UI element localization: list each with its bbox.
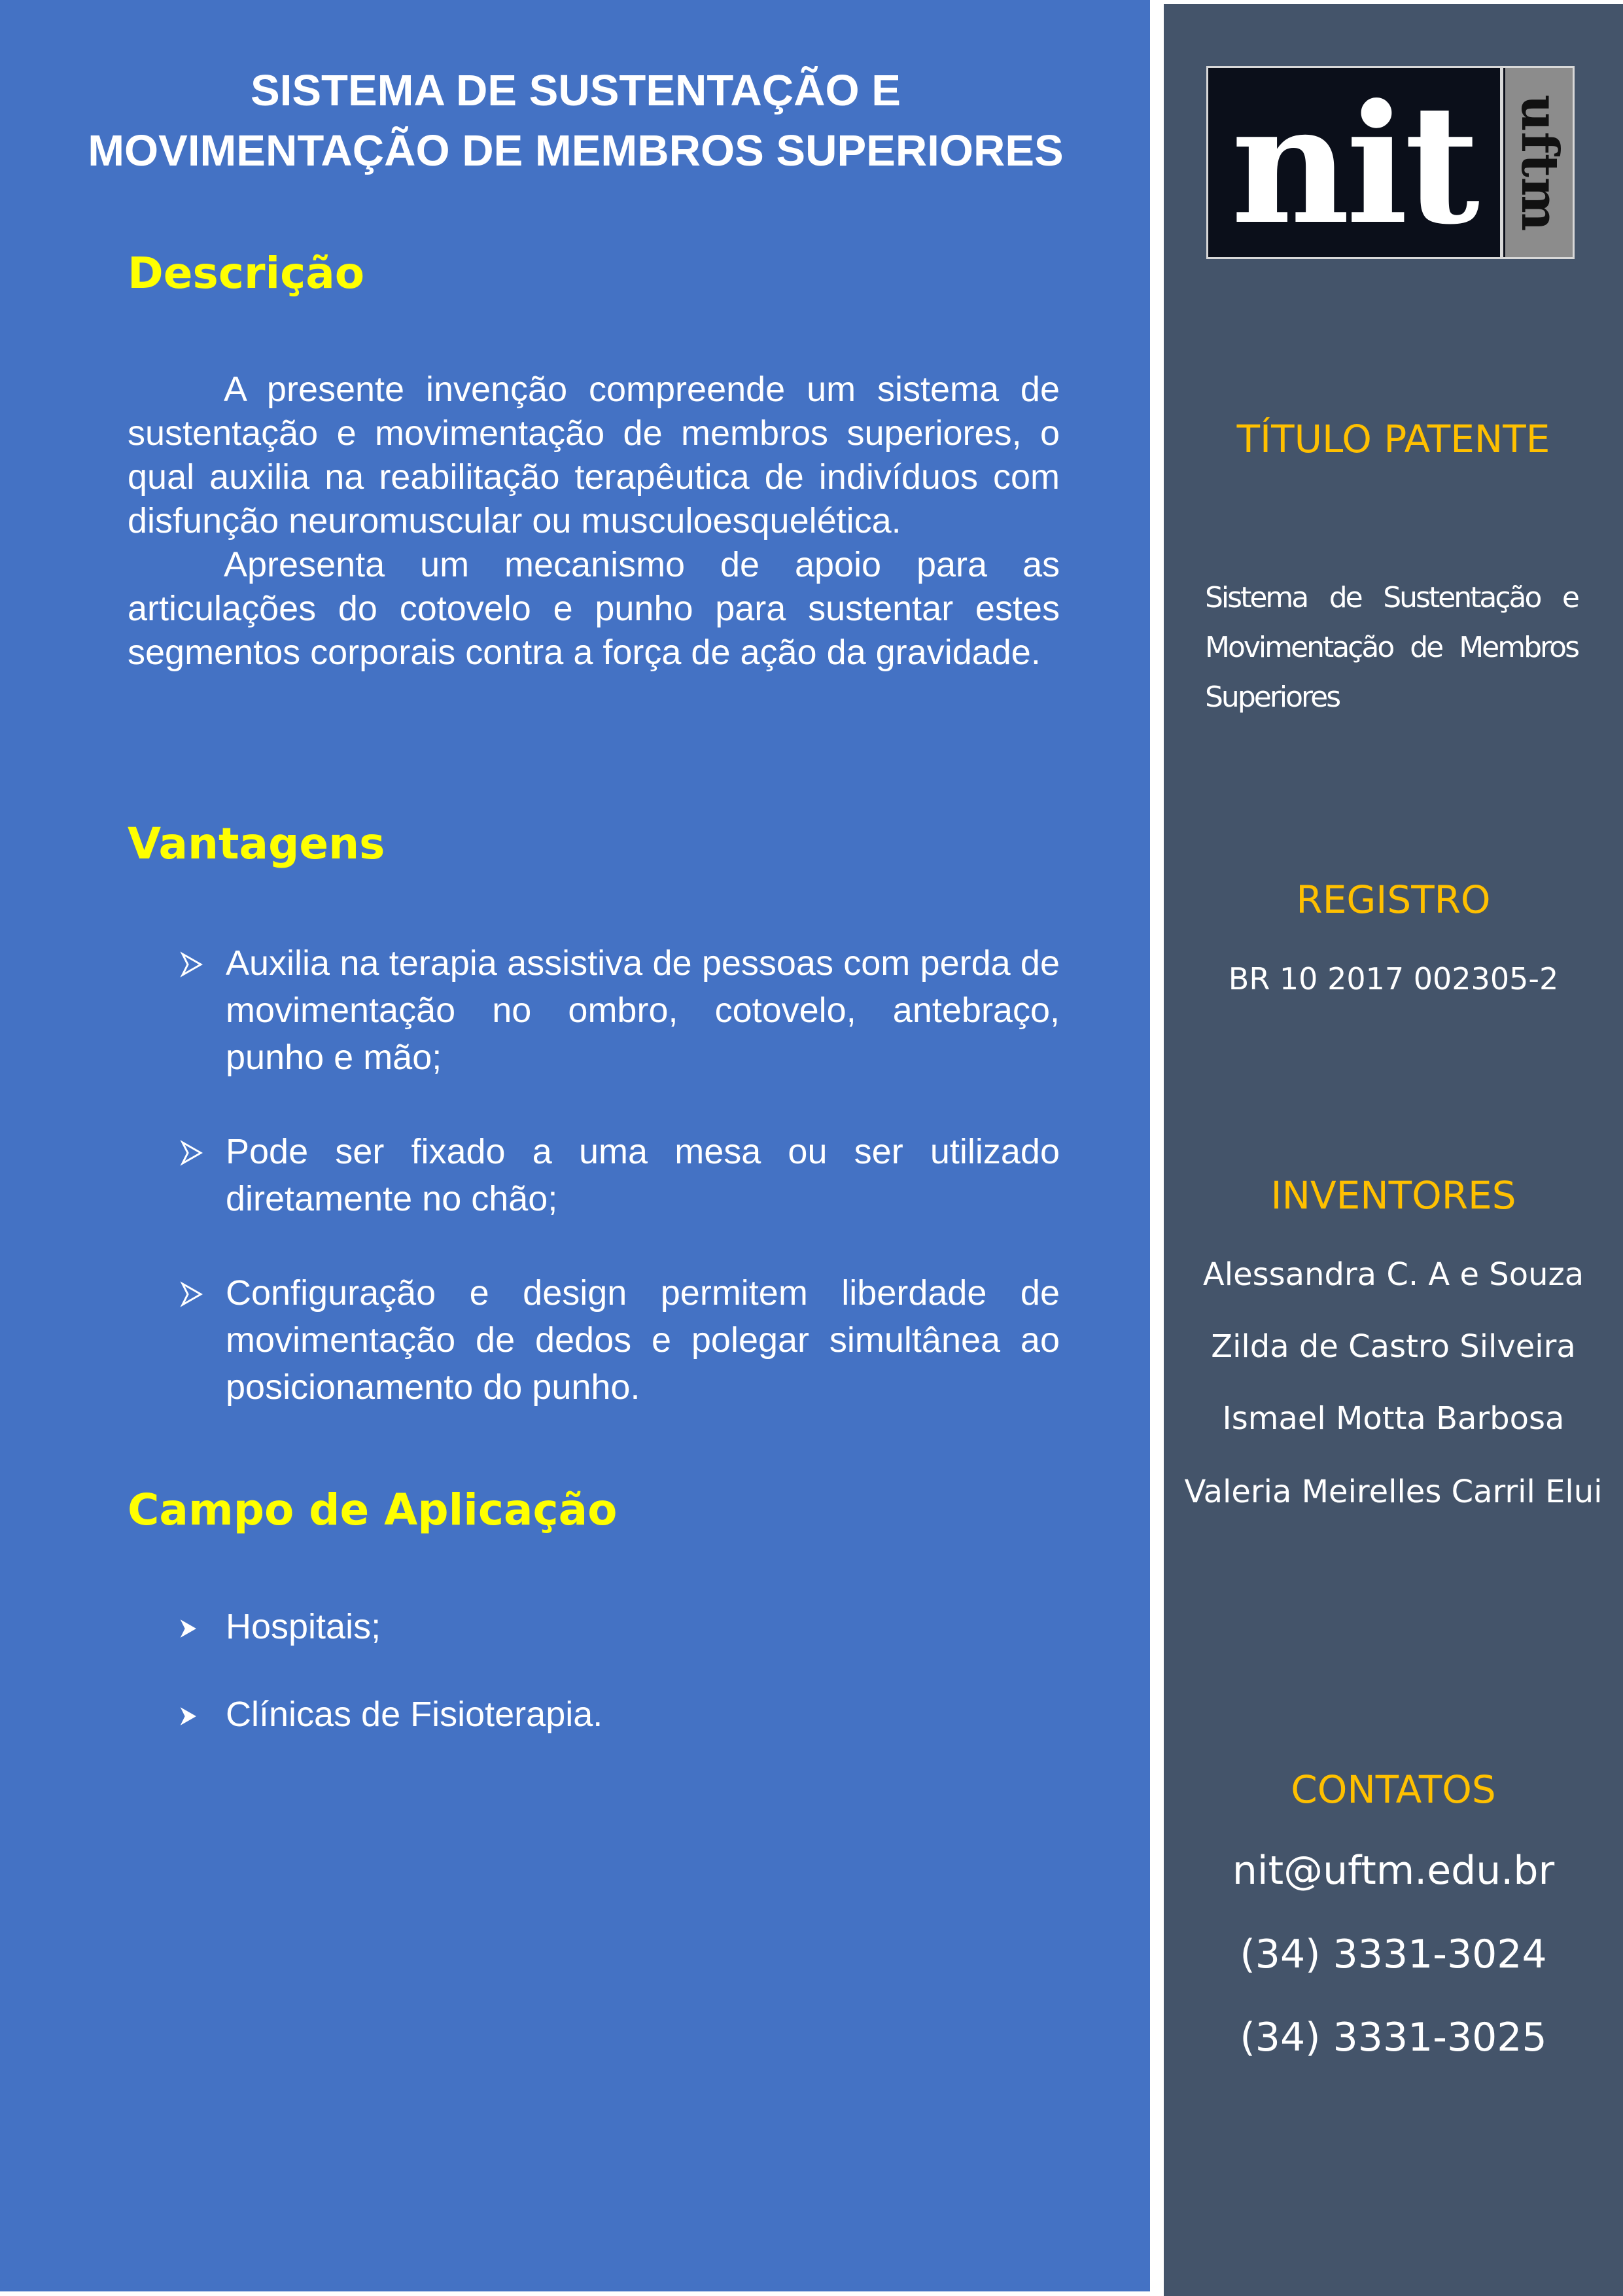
inventors-heading: INVENTORES (1270, 1173, 1516, 1218)
inventor-name: Zilda de Castro Silveira (1211, 1328, 1576, 1365)
logo-tag (1505, 68, 1573, 257)
contact-email[interactable]: nit@uftm.edu.br (1232, 1848, 1555, 1894)
description-paragraph-1: A presente invenção compreende um sistema de sustentação e movimentação de membros superiores, o qual auxilia na reabilitação terapêutica de indivíduos com disfunção neuromuscular ou musculoesquelética. (128, 370, 1060, 540)
application-item (128, 1603, 1060, 1650)
patent-title-heading: TÍTULO PATENTE (1236, 417, 1550, 461)
advantages-heading: Vantagens (128, 819, 385, 869)
nit-uftm-logo (1206, 66, 1575, 259)
logo-divider (1500, 68, 1503, 257)
document-title-line-1: SISTEMA DE SUSTENTAÇÃO E (251, 66, 901, 115)
application-item (128, 1691, 1060, 1738)
contact-phone[interactable]: (34) 3331-3025 (1240, 2015, 1547, 2060)
contact-phone[interactable]: (34) 3331-3024 (1240, 1932, 1547, 1977)
inventor-name: Ismael Motta Barbosa (1222, 1400, 1565, 1437)
arrow-bullet-icon (179, 1619, 198, 1638)
arrow-bullet-icon (179, 951, 205, 978)
registration-heading: REGISTRO (1296, 877, 1491, 922)
advantages-item (128, 940, 1060, 1081)
inventor-name: Alessandra C. A e Souza (1202, 1256, 1584, 1293)
advantages-item (128, 1269, 1060, 1411)
arrow-bullet-icon (179, 1706, 198, 1726)
advantages-item-text: Configuração e design permitem liberdade de movimentação de dedos e polegar simultânea ao posicionamento do punho. (226, 1273, 1060, 1407)
arrow-bullet-icon (179, 1140, 205, 1166)
arrow-bullet-icon (179, 1281, 205, 1307)
patent-title-text: Sistema de Sustentação e Movimentação de Membros Superiores (1205, 581, 1578, 714)
advantages-item-text: Pode ser fixado a uma mesa ou ser utilizado diretamente no chão; (226, 1132, 1060, 1218)
advantages-item (128, 1128, 1060, 1222)
inventor-name: Valeria Meirelles Carril Elui (1184, 1474, 1603, 1510)
application-item-text: Hospitais; (226, 1607, 381, 1646)
description-heading: Descrição (128, 248, 365, 298)
contacts-heading: CONTATOS (1291, 1767, 1496, 1812)
advantages-item-text: Auxilia na terapia assistiva de pessoas com perda de movimentação no ombro, cotovelo, antebraço, punho e mão; (226, 944, 1060, 1077)
logo-wordmark: nit (1230, 68, 1476, 259)
registration-number: BR 10 2017 002305-2 (1228, 961, 1559, 997)
application-item-text: Clínicas de Fisioterapia. (226, 1695, 603, 1734)
application-list (128, 1603, 1060, 1738)
document-title (20, 61, 1132, 181)
document-title-line-2: MOVIMENTAÇÃO DE MEMBROS SUPERIORES (88, 126, 1064, 175)
application-heading: Campo de Aplicação (128, 1485, 618, 1535)
description-paragraph-2: Apresenta um mecanismo de apoio para as articulações do cotovelo e punho para sustentar estes segmentos corporais contra a força de ação da gravidade. (128, 545, 1060, 672)
logo-tag-text: uftm (1509, 94, 1569, 231)
advantages-list (128, 940, 1060, 1411)
